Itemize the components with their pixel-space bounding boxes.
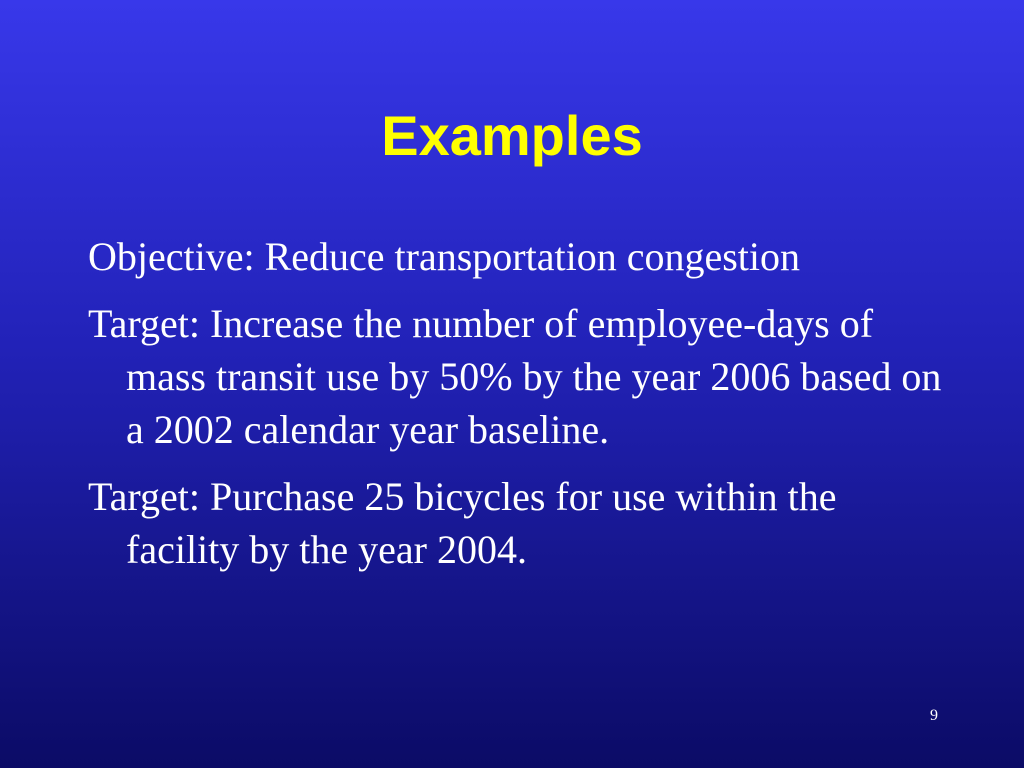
objective-item: Objective: Reduce transportation congestion [88, 234, 801, 279]
target-item-transit: Target: Increase the number of employee-days of mass transit use by 50% by the year 2006 based on a 2002 calendar year baseline. [88, 301, 942, 452]
target-item-bicycles: Target: Purchase 25 bicycles for use within the facility by the year 2004. [88, 474, 837, 572]
slide-title: Examples [381, 104, 643, 167]
slide-body-list [88, 230, 948, 590]
page-number: 9 [930, 707, 938, 724]
